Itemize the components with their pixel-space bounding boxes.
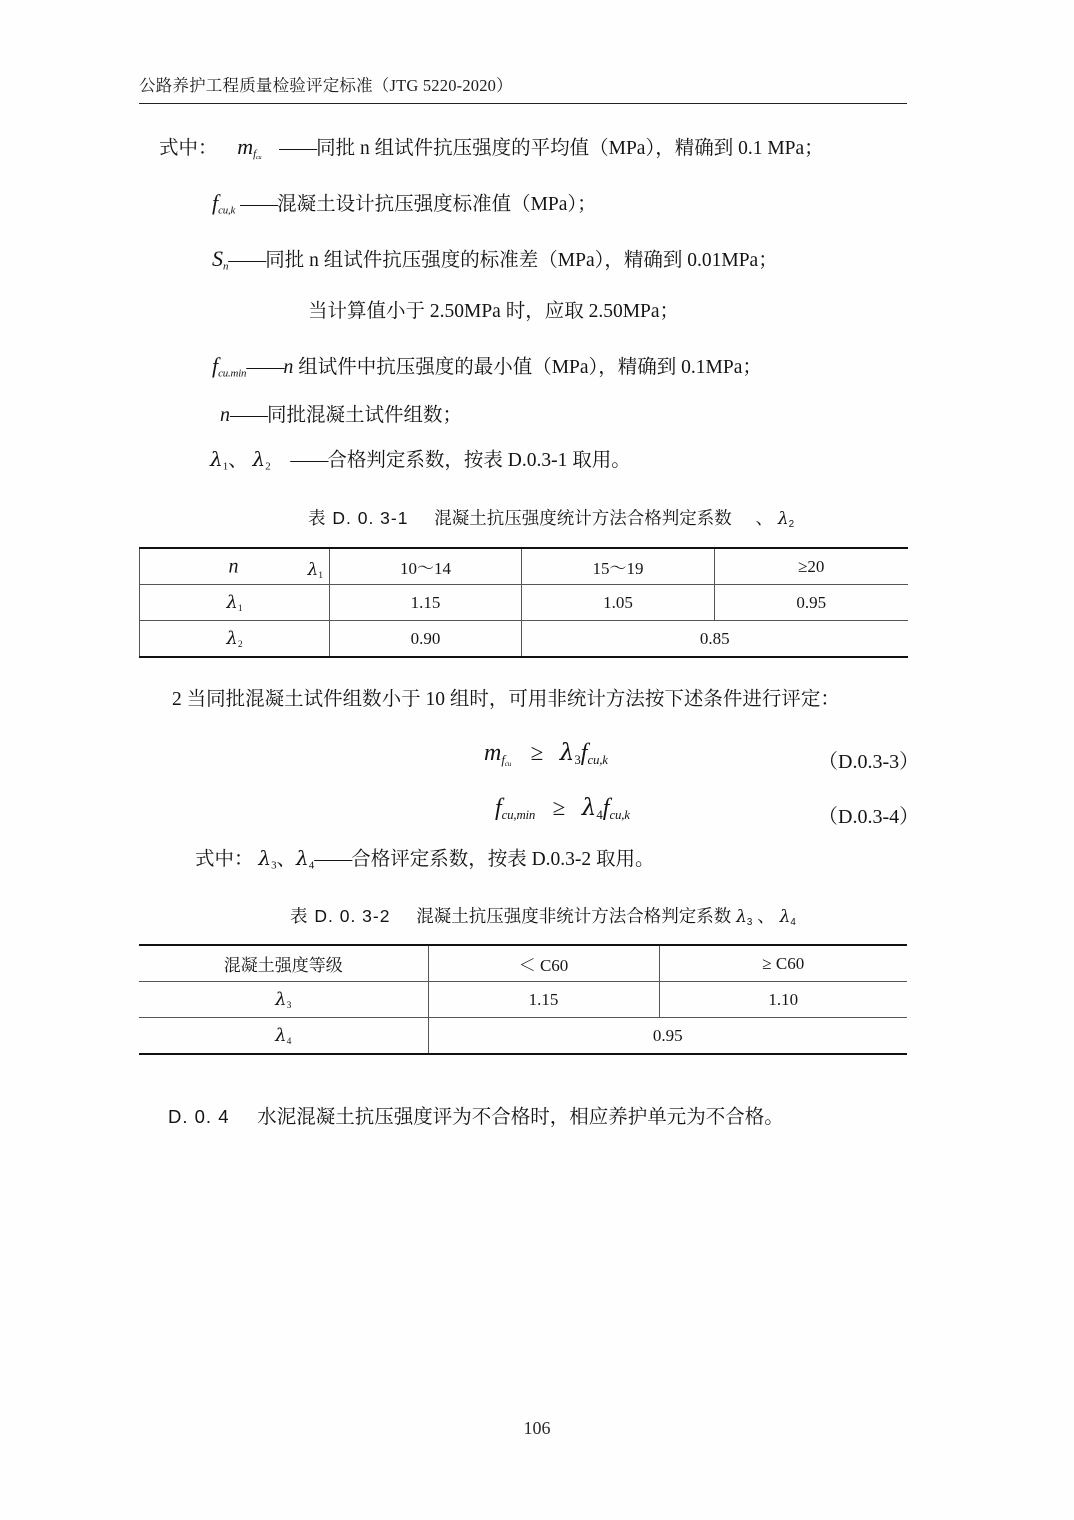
table-1-caption-text: 混凝土抗压强度统计方法合格判定系数 (434, 508, 732, 528)
table-1-header-col-3: ≥20 (715, 548, 908, 585)
table-row (139, 945, 907, 982)
table-1-caption-separator: 、 (755, 508, 773, 528)
equation-d033 (484, 740, 608, 768)
symbol-lambda-2-sub: 2 (265, 460, 271, 473)
eq2-coef: λ (581, 795, 597, 821)
table-2-caption-lambda-3-sub: 3 (746, 916, 753, 928)
table-2-row-1-value-2: 1.10 (659, 982, 907, 1018)
eq1-lhs-sub (501, 753, 511, 767)
symbol-m: m (237, 134, 254, 159)
symbol-m-sub-f: f (253, 148, 256, 161)
table-1-row-1-lambda-sub: 1 (237, 603, 243, 614)
definition-line-fcuk (212, 192, 597, 216)
table-d031 (139, 547, 908, 658)
definition-conjunction: 、 (228, 450, 248, 471)
table-1-row-2-label (140, 621, 330, 658)
table-1-row-2-value-2: 0.85 (522, 621, 908, 658)
definition-text-3: 同批 n 组试件抗压强度的标准差（MPa），精确到 0.01MPa； (265, 250, 778, 271)
table-row (139, 982, 907, 1018)
clause-d04-text: 水泥混凝土抗压强度评为不合格时，相应养护单元为不合格。 (257, 1107, 784, 1128)
eq1-lhs-sub-f: f (501, 752, 505, 767)
symbol-lambda-2: λ (252, 447, 266, 471)
table-2-caption-number: 表 D. 0. 3-2 (290, 906, 391, 926)
eq2-coef-sub: 4 (596, 807, 603, 822)
symbol-f-min-sub: cu.min (218, 367, 247, 380)
symbol-lambda-1-sub: 1 (222, 460, 229, 473)
table-1-caption-lambda: λ (777, 509, 789, 529)
header-rule (139, 103, 907, 104)
definition-text-1: 同批 n 组试件抗压强度的平均值（MPa），精确到 0.1 MPa； (316, 138, 824, 159)
table-row (140, 621, 908, 658)
definition-line-min-value-note (308, 302, 679, 322)
table-1-header-col-2: 15～19 (522, 548, 715, 585)
eq1-rhs-f: f (580, 740, 588, 766)
table-2-header-col-2: ≥ C60 (659, 945, 907, 982)
table-2-row-2-lambda: λ (275, 1024, 287, 1046)
table-1-corner-cell (140, 548, 330, 585)
eq2-relation: ≥ (552, 795, 566, 820)
definition-text-5-lead: n (283, 356, 294, 378)
table-2-header-label: 混凝土强度等级 (139, 945, 428, 982)
table-2-caption (290, 903, 796, 928)
table-1-corner-lambda (307, 560, 323, 581)
running-header-title: 公路养护工程质量检验评定标准（JTG 5220-2020） (139, 76, 513, 95)
definition-line-sn (212, 248, 778, 272)
eq2-rhs-f: f (602, 795, 610, 821)
definition-line-n (220, 405, 462, 426)
table-2-row-1-lambda: λ (275, 988, 287, 1010)
eq2-lhs-sub: cu,min (501, 807, 536, 822)
equation-d034-number: （D.0.3-4） (818, 806, 920, 828)
eq1-lhs-sub-cu: cu (504, 760, 512, 769)
table-row (139, 1018, 907, 1055)
table-1-corner-lambda-symbol: λ (307, 560, 319, 581)
symbol-lambda-4: λ (296, 846, 309, 870)
table-1-corner-lambda-sub: 1 (318, 571, 323, 581)
running-header (139, 72, 907, 104)
symbol-f-min: f (212, 353, 219, 378)
table-2-caption-lambda-3: λ (736, 907, 747, 927)
symbol-S: S (212, 246, 223, 271)
definition-dash-5: —— (246, 357, 284, 378)
table-row (140, 548, 908, 585)
table-2-caption-lambda-4: λ (779, 907, 791, 927)
definition-dash-7: —— (290, 450, 328, 471)
table-1-row-1-label (140, 585, 330, 621)
definition-text-5: 组试件中抗压强度的最小值（MPa），精确到 0.1MPa； (293, 357, 762, 378)
definition-text-8: 合格评定系数，按表 D.0.3-2 取用。 (351, 849, 655, 870)
equation-d033-number: （D.0.3-3） (818, 751, 920, 773)
definition-dash-8: —— (314, 849, 352, 870)
eq1-relation: ≥ (530, 740, 544, 765)
table-1-caption-lambda-sub: 2 (788, 518, 795, 530)
clause-d04-number: D. 0. 4 (168, 1106, 230, 1127)
table-1-row-1-lambda: λ (226, 591, 238, 613)
table-2-caption-text: 混凝土抗压强度非统计方法合格判定系数 (416, 906, 732, 926)
eq1-coef: λ (559, 740, 575, 766)
table-2-row-1-value-1: 1.15 (428, 982, 659, 1018)
table-1-caption-number: 表 D. 0. 3-1 (308, 508, 409, 528)
table-d032 (139, 944, 907, 1055)
definition-line-lambda12 (210, 449, 631, 472)
definition-line-lambda34 (195, 848, 655, 871)
table-2-header-col-1: ＜ C60 (428, 945, 659, 982)
table-2-row-2-label (139, 1018, 428, 1055)
definition-line-fcumin (212, 355, 762, 379)
table-1-row-2-lambda-sub: 2 (237, 639, 243, 650)
symbol-m-sub (253, 148, 261, 160)
eq2-rhs-sub: cu,k (609, 807, 630, 822)
definition-line-m-fcu (159, 136, 824, 161)
table-1-caption (308, 505, 794, 530)
table-2-caption-lambda-4-sub: 4 (790, 916, 796, 928)
symbol-f-sub: cu,k (218, 204, 236, 217)
eq1-lhs-m: m (484, 740, 502, 766)
eq2-lhs-f: f (495, 795, 502, 821)
table-1-corner-n: n (228, 555, 239, 577)
table-2-row-2-value-1: 0.95 (428, 1018, 907, 1055)
table-row (140, 585, 908, 621)
table-1-header-col-1: 10～14 (330, 548, 522, 585)
definition-dash-1: —— (279, 138, 317, 159)
paragraph-2: 2 当同批混凝土试件组数小于 10 组时，可用非统计方法按下述条件进行评定： (172, 689, 840, 710)
table-1-row-1-value-1: 1.15 (330, 585, 522, 621)
table-2-row-2-lambda-sub: 4 (286, 1036, 292, 1047)
equation-d034 (495, 795, 630, 823)
table-2-caption-separator: 、 (757, 906, 775, 926)
table-1-row-1-value-3: 0.95 (715, 585, 908, 621)
symbol-lambda-3: λ (258, 846, 272, 870)
symbol-m-sub-cu: cu (256, 155, 262, 162)
symbol-n: n (220, 404, 230, 426)
definition-dash-2: —— (240, 194, 278, 215)
symbol-f: f (212, 190, 219, 215)
definition-dash-6: —— (230, 405, 267, 426)
table-1-row-2-lambda: λ (226, 627, 238, 649)
definition-text-4: 当计算值小于 2.50MPa 时，应取 2.50MPa； (308, 301, 680, 322)
where-label-1: 式中： (159, 138, 218, 159)
definition-text-6: 同批混凝土试件组数； (267, 405, 463, 426)
table-2-row-1-lambda-sub: 3 (286, 1000, 292, 1011)
definition-conjunction-2: 、 (276, 849, 297, 870)
table-1-row-1-value-2: 1.05 (522, 585, 715, 621)
page-number: 106 (523, 1418, 551, 1438)
table-1-row-2-value-1: 0.90 (330, 621, 522, 658)
symbol-S-sub: n (223, 260, 229, 273)
table-2-row-1-label (139, 982, 428, 1018)
where-label-2: 式中： (195, 849, 254, 870)
symbol-lambda-4-sub: 4 (308, 859, 315, 872)
symbol-lambda-3-sub: 3 (271, 859, 277, 872)
definition-dash-3: —— (228, 250, 266, 271)
eq1-coef-sub: 3 (574, 752, 581, 767)
eq1-rhs-sub: cu,k (587, 752, 608, 767)
definition-text-2: 混凝土设计抗压强度标准值（MPa）； (277, 194, 597, 215)
definition-text-7: 合格判定系数，按表 D.0.3-1 取用。 (327, 450, 631, 471)
symbol-lambda-1: λ (210, 447, 223, 471)
clause-d04 (168, 1108, 784, 1128)
